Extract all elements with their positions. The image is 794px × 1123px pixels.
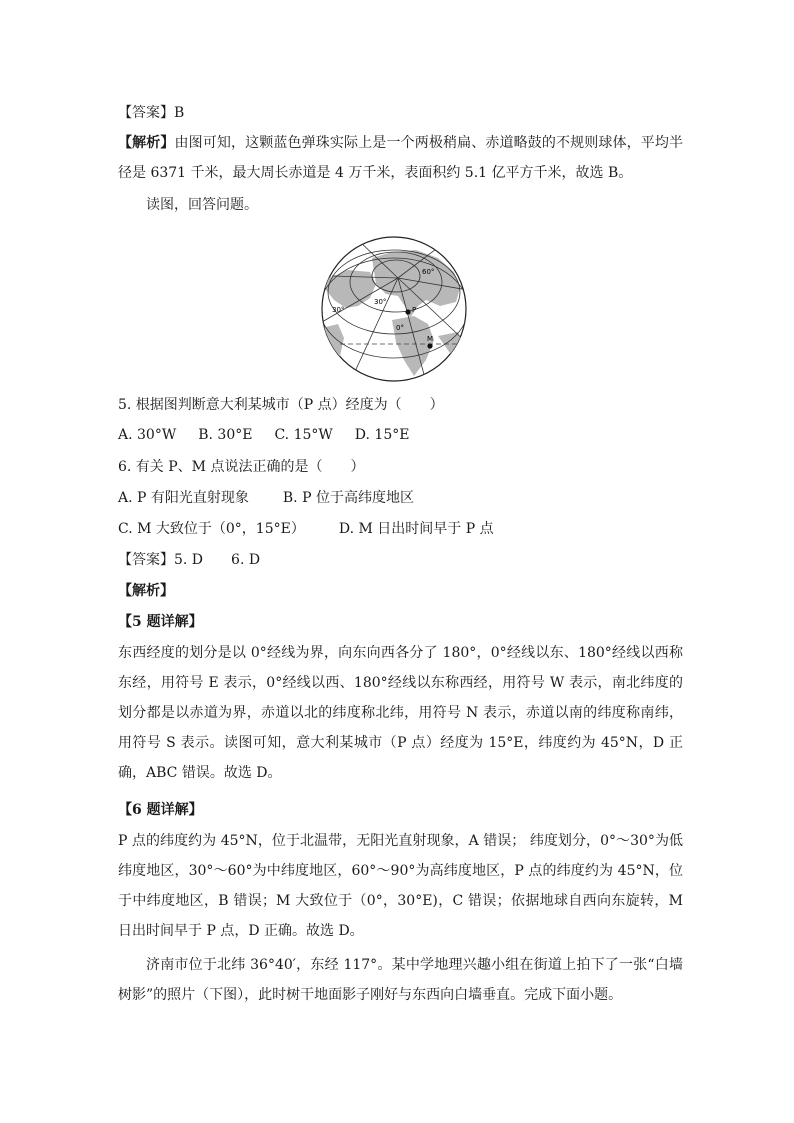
- label-lat-60: 60°: [422, 268, 435, 276]
- point-p-marker: [405, 309, 410, 314]
- question-6-options-row1: [118, 483, 683, 513]
- label-lon-30: 30°: [374, 298, 387, 306]
- analysis-paragraph-1: [118, 128, 683, 188]
- q6-option-b: B. P 位于高纬度地区: [282, 490, 414, 506]
- q5-option-a: A. 30°W: [118, 427, 177, 443]
- instruction-text: 读图，回答问题。: [146, 197, 258, 213]
- label-lat-0: 0°: [396, 324, 404, 332]
- detail-6-tag: 【6 题详解】: [118, 802, 203, 818]
- detail-6-text: P 点的纬度约为 45°N，位于北温带，无阳光直射现象，A 错误； 纬度划分，0°～30°为低纬度地区，30°～60°为中纬度地区，60°～90°为高纬度地区，P 点的纬度约为 45°N，位于中纬度地区，B 错误；M 大致位于（0°，30°E)，C 错误；依据地球自西向东旋转，M 日出时间早于 P 点，D 正确。故选 D。: [118, 833, 683, 939]
- answer-value: B: [174, 105, 185, 121]
- label-p: P: [412, 306, 417, 314]
- q5-option-c: C. 15°W: [274, 427, 333, 443]
- q6-option-c: C. M 大致位于（0°，15°E）: [118, 521, 305, 537]
- label-lat-30: 30°: [332, 306, 345, 314]
- q6-option-d: D. M 日出时间早于 P 点: [338, 521, 494, 537]
- q6-option-a: A. P 有阳光直射现象: [118, 490, 249, 506]
- question-5-options: [118, 420, 683, 450]
- answer-line-2: [118, 545, 683, 575]
- analysis-tag: 【解析】: [118, 135, 175, 151]
- detail-5-text: 东西经度的划分是以 0°经线为界，向东向西各分了 180°，0°经线以东、180°经线以西称东经，用符号 E 表示，0°经线以西、180°经线以东称西经，用符号 W 表示，南北纬度的划分都是以赤道为界，赤道以北的纬度称北纬，用符号 N 表示，赤道以南的纬度称南纬，用符号 S 表示。读图可知，意大利某城市（P 点）经度为 15°E，纬度约为 45°N，D 正确，ABC 错误。故选 D。: [118, 645, 683, 781]
- question-6-options-row2: [118, 514, 683, 544]
- q5-option-d: D. 15°E: [354, 427, 410, 443]
- answer-line-1: [118, 98, 683, 128]
- answer-tag-2: 【答案】: [118, 552, 174, 568]
- label-m: M: [427, 335, 434, 343]
- answer-tag: 【答案】: [118, 105, 174, 121]
- question-5-stem: 5. 根据图判断意大利某城市（P 点）经度为（ ）: [118, 397, 444, 413]
- q5-option-b: B. 30°E: [198, 427, 253, 443]
- globe-figure: [318, 236, 470, 382]
- next-question-intro: 济南市位于北纬 36°40′，东经 117°。某中学地理兴趣小组在街道上拍下了一张“白墙树影”的照片（下图），此时树干地面影子刚好与东西向白墙垂直。完成下面小题。: [118, 957, 683, 1003]
- point-m-marker: [427, 343, 432, 348]
- question-6-stem: 6. 有关 P、M 点说法正确的是（ ）: [118, 459, 365, 475]
- answer-value-2: 5. D 6. D: [174, 552, 261, 568]
- analysis-tag-2: 【解析】: [118, 583, 174, 599]
- detail-5-tag: 【5 题详解】: [118, 614, 203, 630]
- analysis-text: 由图可知，这颗蓝色弹珠实际上是一个两极稍扁、赤道略鼓的不规则球体，平均半径是 6371 千米，最大周长赤道是 4 万千米，表面积约 5.1 亿平方千米，故选 B。: [118, 135, 684, 181]
